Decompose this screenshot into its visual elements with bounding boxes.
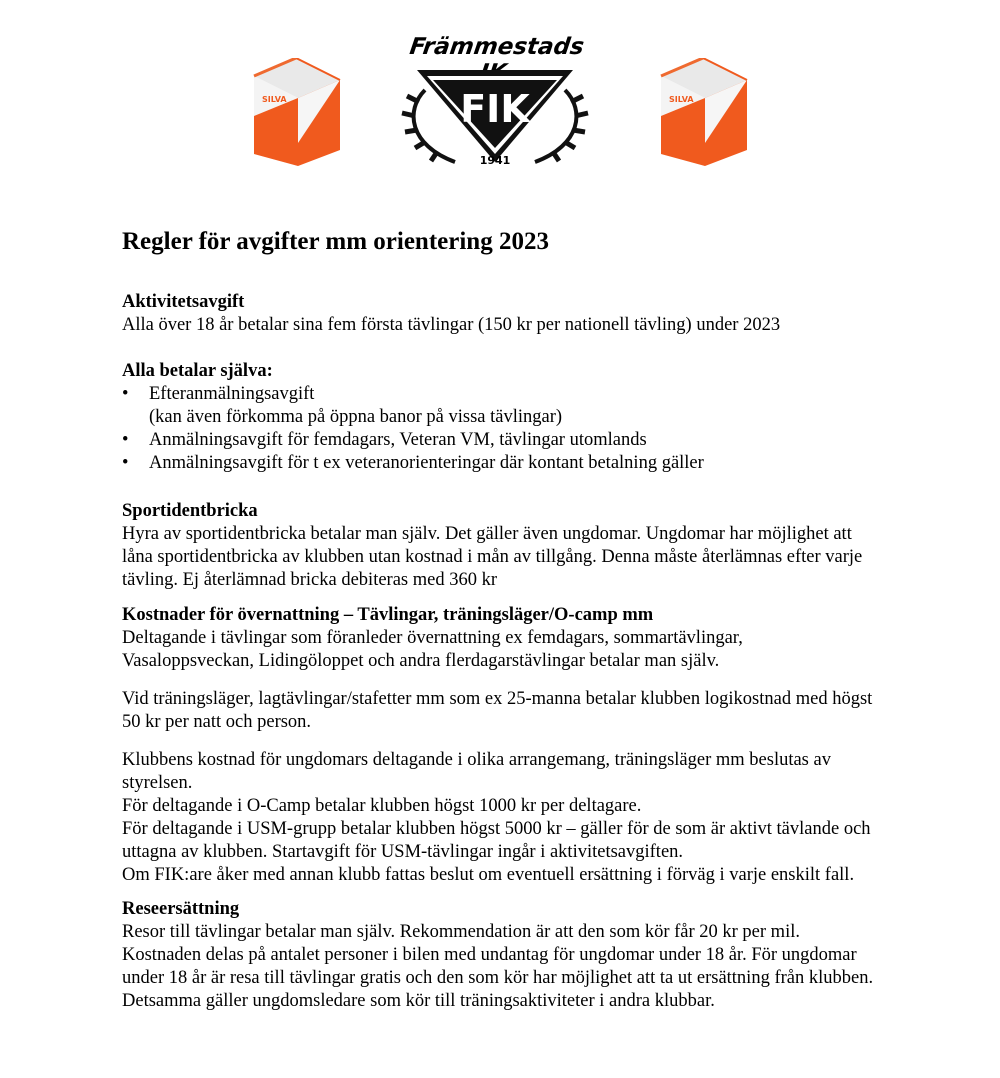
club-logo [395, 30, 595, 175]
section-text: Alla över 18 år betalar sina fem första tävlingar (150 kr per nationell tävling) under 2023 [122, 315, 781, 335]
list-item-text: Anmälningsavgift för t ex veteranorienteringar där kontant betalning gäller [149, 453, 704, 473]
bullet-icon: • [122, 384, 129, 404]
section-reseersattning [122, 898, 982, 1013]
bullet-list [122, 383, 982, 475]
section-line: 50 kr per natt och person. [122, 712, 312, 732]
logo-year: 1941 [479, 154, 511, 167]
logo-monogram: FIK [460, 87, 530, 131]
section-heading: Sportidentbricka [122, 501, 258, 521]
list-item-text: Efteranmälningsavgift [149, 384, 315, 404]
list-item [122, 429, 982, 452]
section-line: Vid träningsläger, lagtävlingar/stafetter mm som ex 25-manna betalar klubben logikostnad med högst [122, 689, 873, 709]
section-line: tävling. Ej återlämnad bricka debiteras med 360 kr [122, 570, 498, 590]
section-line: Deltagande i tävlingar som föranleder övernattning ex femdagars, sommartävlingar, [122, 628, 743, 648]
section-line: under 18 år är resa till tävlingar gratis och den som kör har möjlighet att ta ut ersättning från klubben. [122, 968, 874, 988]
section-line: Vasaloppsveckan, Lidingöloppet och andra flerdagarstävlingar betalar man själv. [122, 651, 720, 671]
section-alla-betalar [122, 360, 982, 475]
section-line: Klubbens kostnad för ungdomars deltagande i olika arrangemang, träningsläger mm beslutas av [122, 750, 831, 770]
section-heading: Aktivitetsavgift [122, 292, 245, 312]
section-sportidentbricka [122, 500, 982, 592]
section-line: Om FIK:are åker med annan klubb fattas beslut om eventuell ersättning i förväg i varje enskilt fall. [122, 865, 855, 885]
section-line: Kostnaden delas på antalet personer i bilen med undantag för ungdomar under 18 år. För ungdomar [122, 945, 857, 965]
document-header [0, 0, 1000, 180]
list-item-subtext: (kan även förkomma på öppna banor på vissa tävlingar) [149, 407, 563, 427]
section-line: För deltagande i O-Camp betalar klubben högst 1000 kr per deltagare. [122, 796, 642, 816]
list-item [122, 383, 982, 429]
section-line: Resor till tävlingar betalar man själv. Rekommendation är att den som kör får 20 kr per mil. [122, 922, 800, 942]
section-overnattning [122, 604, 982, 887]
section-heading: Alla betalar själva: [122, 361, 273, 381]
paragraph [122, 688, 982, 734]
section-line: styrelsen. [122, 773, 193, 793]
section-line: För deltagande i USM-grupp betalar klubben högst 5000 kr – gäller för de som är aktivt tävlande och [122, 819, 871, 839]
section-heading: Kostnader för övernattning – Tävlingar, träningsläger/O-camp mm [122, 605, 654, 625]
section-line: Hyra av sportidentbricka betalar man själv. Det gäller även ungdomar. Ungdomar har möjlighet att [122, 524, 852, 544]
document-title: Regler för avgifter mm orientering 2023 [122, 228, 549, 255]
orienteering-flag-left [248, 58, 344, 166]
flag-brand-left: SILVA [262, 95, 287, 104]
section-aktivitetsavgift [122, 291, 982, 337]
orienteering-flag-right [655, 58, 751, 166]
section-line: uttagna av klubben. Startavgift för USM-tävlingar ingår i aktivitetsavgiften. [122, 842, 684, 862]
document-body [122, 291, 982, 1013]
bullet-icon: • [122, 430, 129, 450]
section-line: låna sportidentbricka av klubben utan kostnad i mån av tillgång. Denna måste återlämnas efter varje [122, 547, 863, 567]
bullet-icon: • [122, 453, 129, 473]
section-heading: Reseersättning [122, 899, 240, 919]
paragraph [122, 749, 982, 887]
flag-brand-right: SILVA [669, 95, 694, 104]
club-name: Främmestads [408, 34, 586, 60]
list-item-text: Anmälningsavgift för femdagars, Veteran VM, tävlingar utomlands [149, 430, 647, 450]
section-line: Detsamma gäller ungdomsledare som kör till träningsaktiviteter i andra klubbar. [122, 991, 715, 1011]
list-item [122, 452, 982, 475]
